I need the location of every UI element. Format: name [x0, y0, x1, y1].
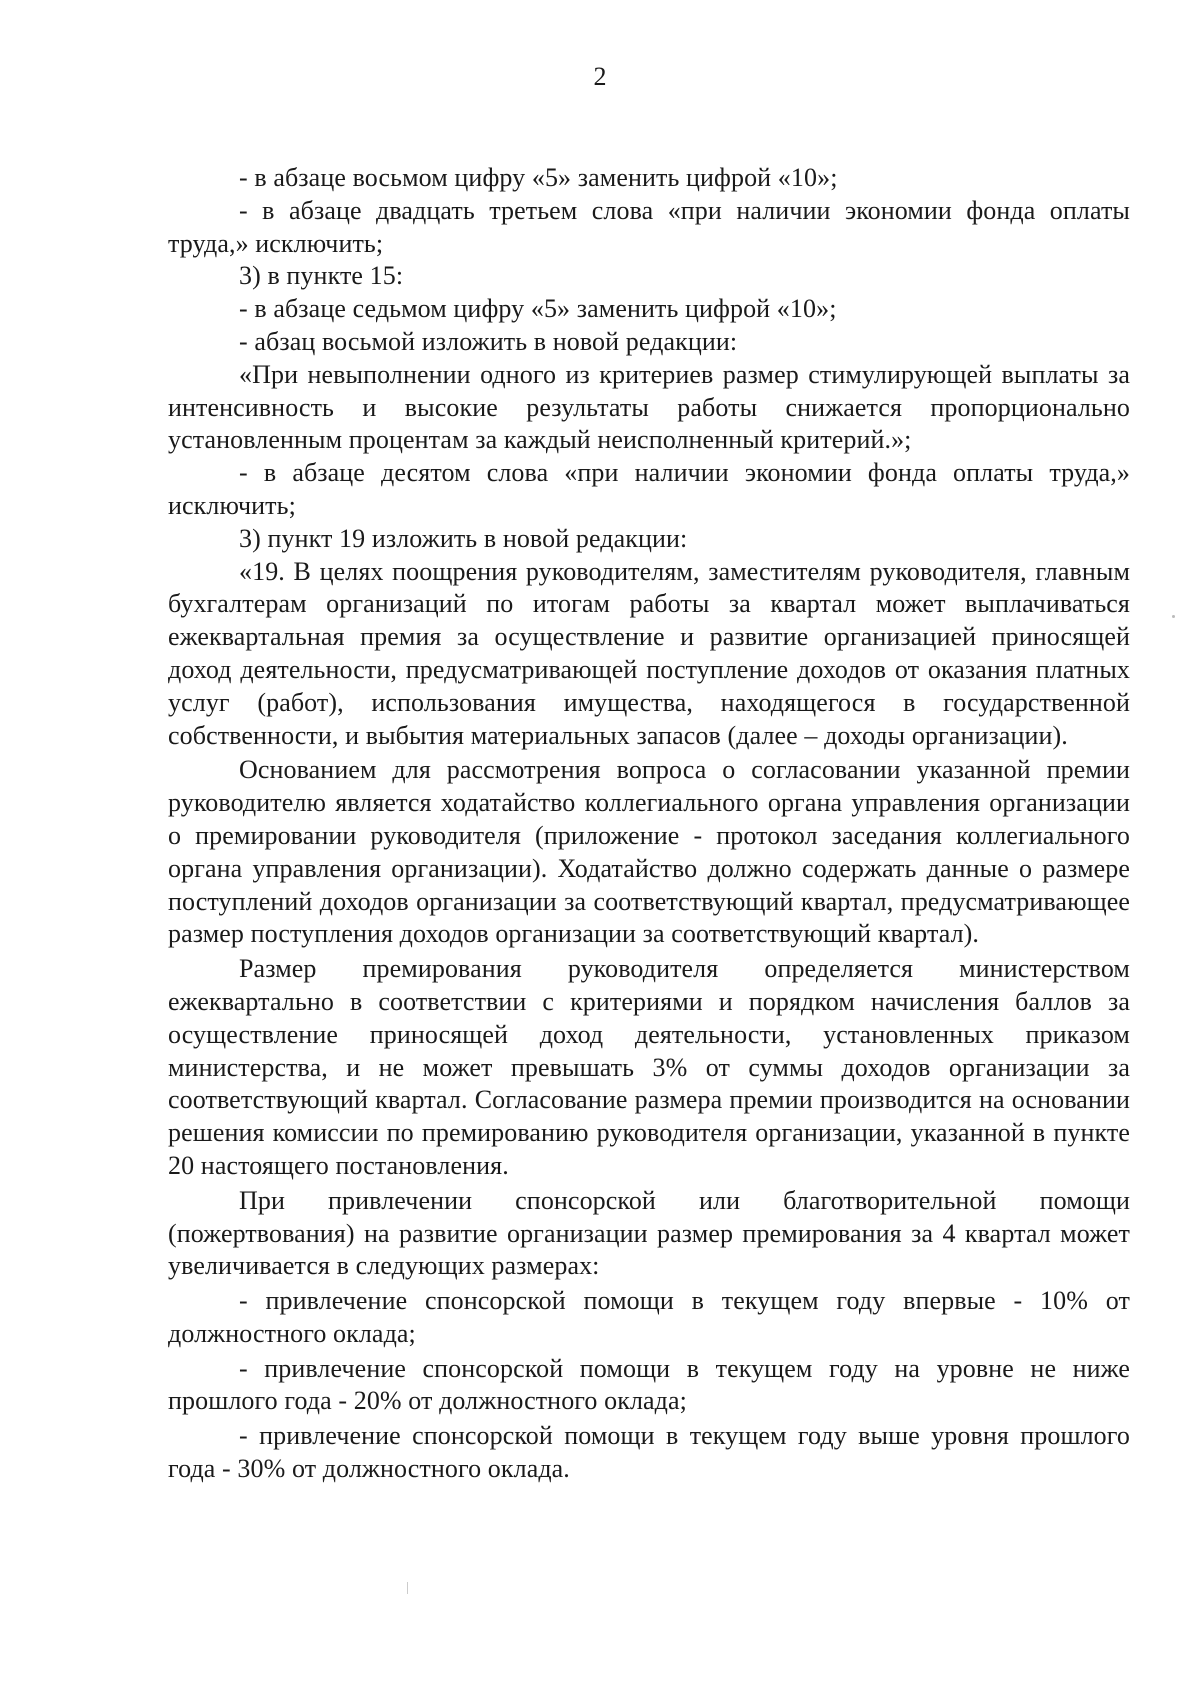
- paragraph: 3) в пункте 15:: [239, 261, 404, 291]
- paragraph: - абзац восьмой изложить в новой редакции:: [239, 326, 738, 356]
- paragraph: Размер премирования руководителя определяется министерством ежеквартально в соответствии с критериями и порядком начисления баллов за осуществление приносящей доход деятельности, установленных приказом министерства, и не может превышать 3% от суммы доходов организации за соответствующий квартал. Согласование размера премии производится на основании решения комиссии по премированию руководителя организации, указанной в пункте 20 настоящего постановления.: [168, 954, 1130, 1180]
- paragraph: - в абзаце двадцать третьем слова «при наличии экономии фонда оплаты труда,» исключить;: [168, 195, 1130, 258]
- paragraph: - привлечение спонсорской помощи в текущем году на уровне не ниже прошлого года - 20% от должностного оклада;: [168, 1353, 1130, 1416]
- document-body: [168, 162, 1130, 1486]
- scan-speck: [1172, 615, 1175, 618]
- page-number: 2: [593, 62, 607, 91]
- paragraph: - в абзаце восьмом цифру «5» заменить цифрой «10»;: [239, 163, 838, 192]
- paragraph: При привлечении спонсорской или благотворительной помощи (пожертвования) на развитие организации размер премирования за 4 квартал может увеличивается в следующих размерах:: [168, 1185, 1130, 1281]
- paragraph: - в абзаце седьмом цифру «5» заменить цифрой «10»;: [239, 294, 837, 324]
- scan-mark: [407, 1582, 408, 1594]
- paragraph: «При невыполнении одного из критериев размер стимулирующей выплаты за интенсивность и высокие результаты работы снижается пропорционально установленным процентам за каждый неисполненный критерий.»;: [168, 359, 1130, 455]
- paragraph: - привлечение спонсорской помощи в текущем году впервые - 10% от должностного оклада;: [168, 1286, 1130, 1348]
- paragraph: 3) пункт 19 изложить в новой редакции:: [239, 523, 688, 553]
- paragraph: «19. В целях поощрения руководителям, заместителям руководителя, главным бухгалтерам организаций по итогам работы за квартал может выплачиваться ежеквартальная премия за осуществление и развитие организацией приносящей доход деятельности, предусматривающей поступление доходов от оказания платных услуг (работ), использования имущества, находящегося в государственной собственности, и выбытия материальных запасов (далее – доходы организации).: [168, 556, 1130, 750]
- paragraph: Основанием для рассмотрения вопроса о согласовании указанной премии руководителю является ходатайство коллегиального органа управления организации о премировании руководителя (приложение - протокол заседания коллегиального органа управления организации). Ходатайство должно содержать данные о размере поступлений доходов организации за соответствующий квартал, предусматривающее размер поступления доходов организации за соответствующий квартал).: [168, 755, 1130, 949]
- paragraph: - привлечение спонсорской помощи в текущем году выше уровня прошлого года - 30% от должностного оклада.: [168, 1421, 1130, 1484]
- paragraph: - в абзаце десятом слова «при наличии экономии фонда оплаты труда,» исключить;: [168, 458, 1130, 520]
